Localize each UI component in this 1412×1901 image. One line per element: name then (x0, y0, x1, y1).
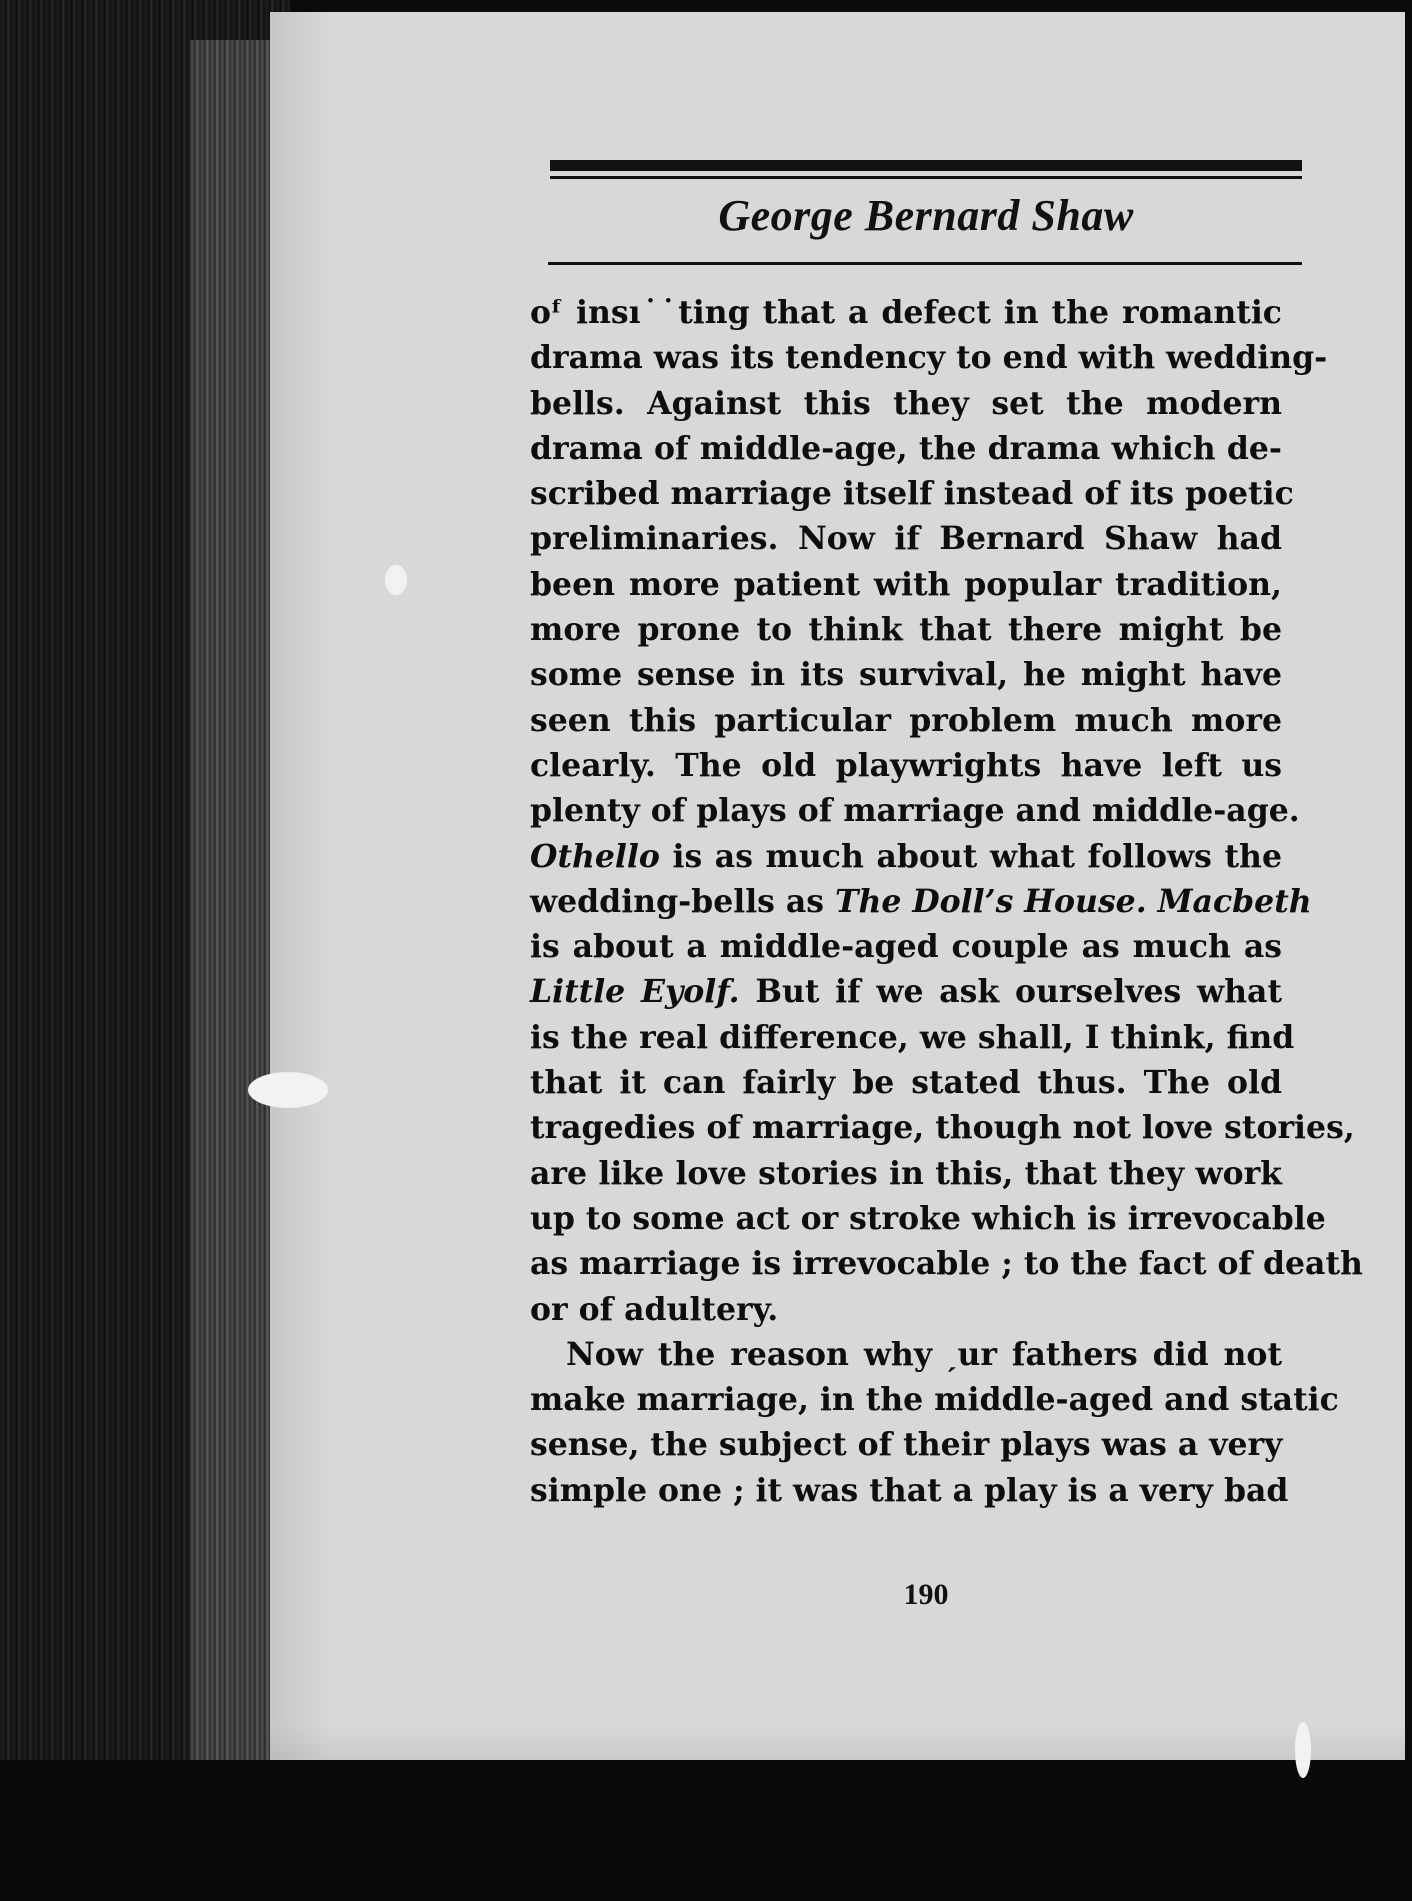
text-line (530, 834, 1282, 879)
text-line: as marriage is irrevocable ; to the fact of death (530, 1245, 1363, 1283)
text-fragment: is as much about what follows the (659, 837, 1282, 875)
page-number: 190 (903, 1578, 949, 1611)
italic-title: The Doll’s House. (835, 882, 1147, 920)
text-line: preliminaries. Now if Bernard Shaw had (530, 520, 1282, 558)
text-line: scribed marriage itself instead of its poetic (530, 475, 1294, 513)
text-fragment: wedding-bells as (530, 882, 835, 920)
italic-title: Othello (530, 837, 660, 875)
header-rule-thin (550, 176, 1302, 179)
paragraph-first-line: Now the reason why ˏur fathers did not (566, 1335, 1282, 1373)
text-line: up to some act or stroke which is irrevocable (530, 1199, 1326, 1237)
text-fragment (1147, 883, 1158, 920)
text-line: that it can fairly be stated thus. The old (530, 1064, 1282, 1102)
text-line: make marriage, in the middle-aged and static (530, 1381, 1339, 1419)
text-line: been more patient with popular tradition, (530, 565, 1282, 603)
text-line: more prone to think that there might be (530, 611, 1282, 649)
text-line: plenty of plays of marriage and middle-age. (530, 792, 1300, 830)
scan-speck (1295, 1722, 1311, 1778)
text-line: bells. Against this they set the modern (530, 384, 1282, 422)
text-fragment: But if we ask ourselves what (739, 973, 1282, 1011)
text-line: is the real difference, we shall, I think, find (530, 1018, 1295, 1056)
text-line: some sense in its survival, he might have (530, 656, 1282, 694)
text-line: drama of middle-age, the drama which de- (530, 429, 1282, 467)
text-line (530, 969, 1282, 1014)
scan-speck (385, 565, 407, 595)
italic-title: Little Eyolf. (530, 973, 740, 1011)
text-line: drama was its tendency to end with wedding- (530, 339, 1328, 377)
text-line: oᶠ insı˙˙ting that a defect in the romantic (530, 294, 1282, 331)
paragraph-last-line: or of adultery. (530, 1290, 779, 1328)
text-line: is about a middle-aged couple as much as (530, 928, 1282, 966)
text-line: clearly. The old playwrights have left us (530, 746, 1282, 784)
text-line: sense, the subject of their plays was a very (530, 1426, 1283, 1464)
italic-title: Macbeth (1157, 882, 1312, 920)
scan-border (0, 1760, 1412, 1901)
scan-speck (248, 1072, 328, 1108)
text-line: simple one ; it was that a play is a very bad (530, 1471, 1289, 1509)
text-line (530, 879, 1312, 924)
running-head: George Bernard Shaw (718, 191, 1134, 240)
body-text (530, 290, 1363, 1513)
text-line: tragedies of marriage, though not love stories, (530, 1109, 1355, 1147)
header-rule-bottom (548, 262, 1302, 265)
text-line: are like love stories in this, that they work (530, 1154, 1282, 1192)
header-rule-thick (550, 160, 1302, 171)
text-line: seen this particular problem much more (530, 701, 1282, 739)
